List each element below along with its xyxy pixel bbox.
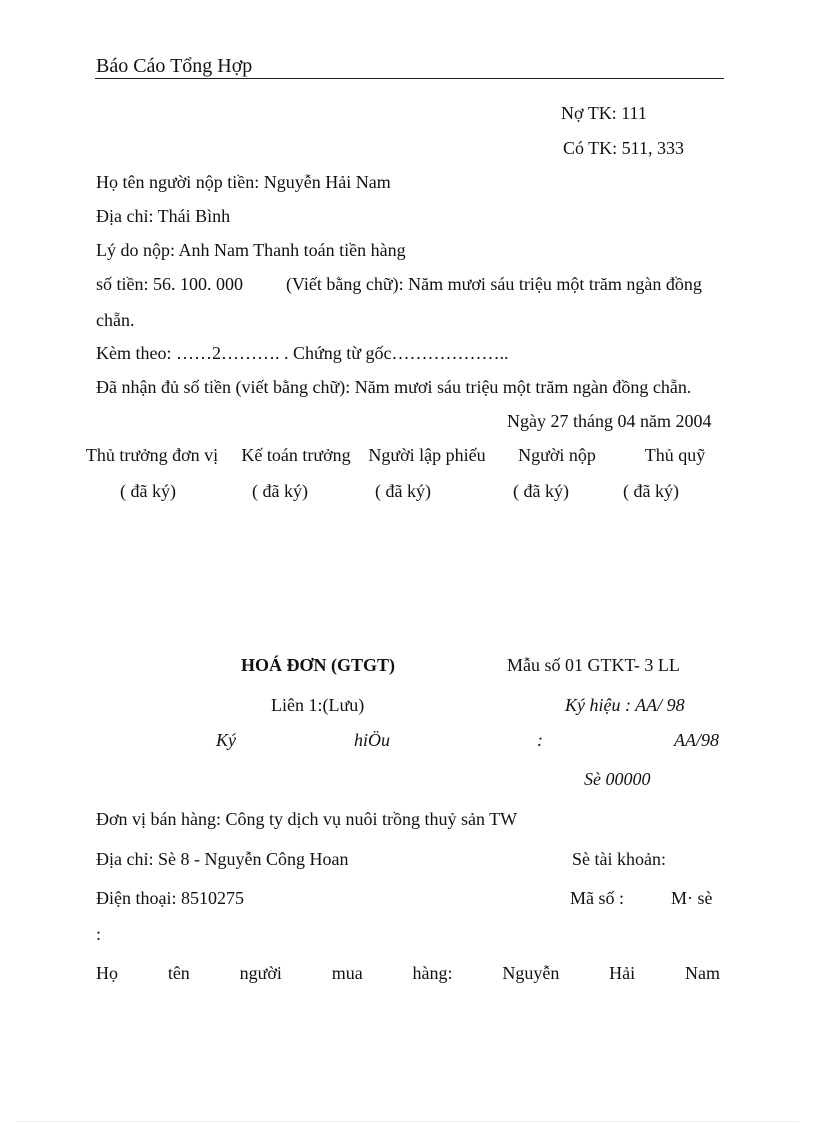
- report-title: Báo Cáo Tổng Hợp: [96, 55, 253, 77]
- invoice-form-number: Mẫu số 01 GTKT- 3 LL: [507, 655, 680, 675]
- symbol-value: AA/98: [674, 730, 719, 750]
- buyer-word: Hải: [609, 963, 636, 983]
- tax-code-value: [671, 889, 721, 907]
- invoice-title: HOÁ ĐƠN (GTGT): [241, 655, 396, 675]
- stray-colon: :: [96, 924, 102, 944]
- tax-code-value-text: M· sè: [671, 888, 713, 908]
- invoice-serial: Sè 00000: [584, 769, 651, 789]
- symbol-word-2: hiÖu: [354, 730, 390, 750]
- received-amount: Đã nhận đủ số tiền (viết bằng chữ): Năm mươi sáu triệu một trăm ngàn đồng chẵn.: [96, 377, 692, 397]
- attached-documents: Kèm theo: ……2………. . Chứng từ gốc………………..: [96, 343, 509, 363]
- signature-title-preparer: Người lập phiếu: [368, 445, 486, 465]
- seller-address: Địa chỉ: Sè 8 - Nguyễn Công Hoan: [96, 849, 349, 869]
- signature-note-director: ( đã ký): [120, 481, 176, 501]
- signature-title-payer: Người nộp: [518, 445, 596, 465]
- buyer-name-line: [96, 964, 720, 982]
- buyer-word: Nam: [684, 963, 720, 983]
- invoice-copy: Liên 1:(Lưu): [271, 695, 365, 715]
- amount-in-words-continued: chẵn.: [96, 310, 135, 330]
- buyer-word: người: [239, 963, 282, 983]
- header-divider: [95, 78, 724, 79]
- amount-figure: số tiền: 56. 100. 000: [96, 274, 243, 294]
- address-line: Địa chỉ: Thái Bình: [96, 206, 231, 226]
- signature-title-director: Thủ trưởng đơn vị: [85, 445, 219, 465]
- buyer-word: Nguyễn: [502, 963, 560, 983]
- signature-title-chief-accountant: Kế toán trưởng: [241, 445, 351, 465]
- invoice-symbol: Ký hiệu : AA/ 98: [565, 695, 685, 715]
- signature-title-cashier: Thủ quỹ: [644, 445, 706, 465]
- seller-name: Đơn vị bán hàng: Công ty dịch vụ nuôi trồng thuỷ sản TW: [96, 809, 518, 829]
- seller-phone: Điện thoại: 8510275: [96, 888, 244, 908]
- buyer-word: tên: [167, 963, 190, 983]
- amount-in-words: (Viết bằng chữ): Năm mươi sáu triệu một trăm ngàn đồng: [286, 274, 702, 294]
- credit-account: Có TK: 511, 333: [563, 138, 685, 158]
- account-number-label: Sè tài khoản:: [572, 849, 666, 869]
- signature-note-chief-accountant: ( đã ký): [252, 481, 308, 501]
- buyer-word: hàng:: [412, 963, 453, 983]
- symbol-colon: :: [537, 730, 543, 750]
- signature-note-payer: ( đã ký): [513, 481, 569, 501]
- receipt-date: Ngày 27 tháng 04 năm 2004: [507, 411, 712, 431]
- signature-note-cashier: ( đã ký): [623, 481, 679, 501]
- buyer-word: mua: [331, 963, 363, 983]
- page-bottom-edge: [18, 1121, 798, 1122]
- reason-line: Lý do nộp: Anh Nam Thanh toán tiền hàng: [96, 240, 406, 260]
- buyer-word: Họ: [96, 963, 118, 983]
- signature-note-preparer: ( đã ký): [375, 481, 431, 501]
- payer-line: Họ tên người nộp tiền: Nguyễn Hải Nam: [96, 172, 391, 192]
- tax-code-label: Mã số :: [570, 888, 624, 908]
- debit-account: Nợ TK: 111: [561, 103, 647, 123]
- symbol-word-1: Ký: [216, 730, 236, 750]
